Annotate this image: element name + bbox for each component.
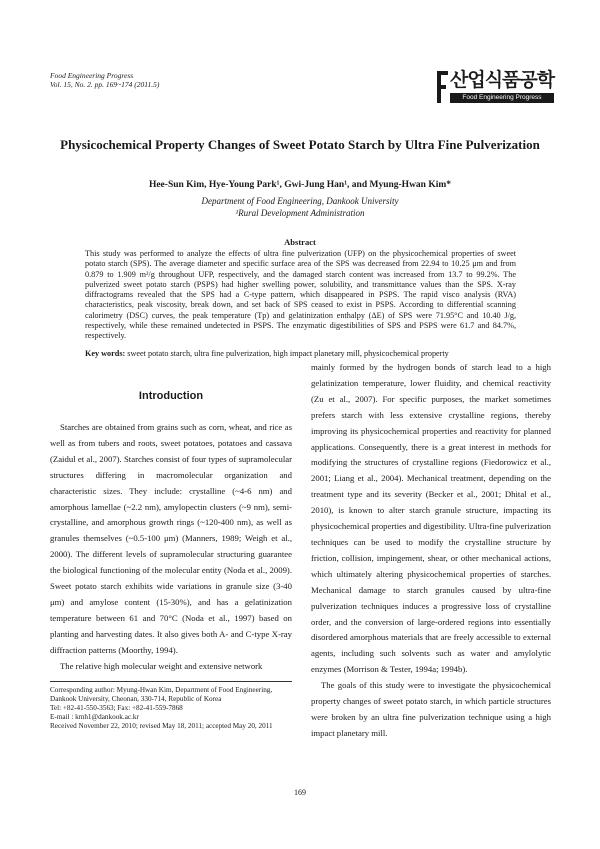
keywords-text: sweet potato starch, ultra fine pulverization, high impact planetary mill, physicochemical property <box>127 349 449 358</box>
footnote-phone: Tel: +82-41-550-3563; Fax: +82-41-559-7868 <box>50 704 183 712</box>
footnote-email: E-mail : kmh1@dankook.ac.kr <box>50 713 139 721</box>
affiliation-1: Department of Food Engineering, Dankook University <box>201 196 399 206</box>
affiliations <box>60 195 540 219</box>
introduction-heading: Introduction <box>138 390 204 402</box>
abstract-heading: Abstract <box>284 237 316 247</box>
paper-title: Physicochemical Property Changes of Sweet Potato Starch by Ultra Fine Pulverization <box>60 137 540 152</box>
page-number: 169 <box>294 788 306 797</box>
left-column <box>50 390 292 675</box>
intro-paragraph-2: The relative high molecular weight and extensive network <box>60 660 263 671</box>
keywords <box>85 349 516 358</box>
author-list: Hee-Sun Kim, Hye-Young Park¹, Gwi-Jung Han¹, and Myung-Hwan Kim* <box>148 180 452 190</box>
intro-paragraph-goals: The goals of this study were to investigate the physicochemical property changes of sweet potato starch, in which particle structures were broken by an ultra fine pulverization technique using a high impact planetary mill. <box>311 680 551 738</box>
logo-korean-text: 산업식품공학 <box>450 69 555 91</box>
footnote-author: Corresponding author: Myung-Hwan Kim, Department of Food Engineering, Dankook University, Cheonan, 330-714, Republic of Korea <box>50 686 273 703</box>
intro-paragraph-continued: mainly formed by the hydrogen bonds of starch lead to a high gelatinization temperature, lower fluidity, and chemical reactivity (Zu et al., 2007). For specific purposes, the market sometimes prefers starch with less extensive crystalline regions, thereby improving its physicochemical properties and reactivity for planned applications. Consequently, there is a great interest in methods for modifying the structures of crystalline regions (Fiedorowicz et al., 2001; Liang et al., 2004). Mechanical treatment, depending on the treatment type and its severity (Becker et al., 2001; Dhital et al., 2010), is known to alter starch granule structure, impacting its physicochemical properties and digestibility. Ultra-fine pulverization techniques can be used to modify the crystalline structure by friction, collision, impingement, shear, or other mechanical actions, which ultimately altering physicochemical properties of starches. Mechanical damage to starch granules caused by ultra-fine pulverization techniques induces a progressive loss of crystalline order, and the conversion of large-ordered regions into essentially disordered amorphous materials that are freely accessible to external agents, including such solvents such as water and amylolytic enzymes (Morrison & Tester, 1994a; 1994b). <box>311 362 551 675</box>
intro-paragraph-1: Starches are obtained from grains such as corn, wheat, and rice as well as from tubers and roots, sweet potatoes, potatoes and cassava (Zaidul et al., 2007). Starches consist of four types of supramolecular structures differing in macromolecular organization and characteristic sizes. They include: crystalline (~4-6 nm) and amorphous lamellae (~2.2 nm), amylopectin clusters (~9 nm), semi-crystalline, and amorphous growth rings (~120-400 nm), as well as granules themselves (~0.5-100 μm) (Manners, 1989; Weigh et al., 2000). The different levels of supramolecular structuring guarantee the biological functioning of the molecular entity (Noda et al., 2009). Sweet potato starch exhibits wide variations in granule size (3-40 μm) and amylose content (15-30%), and has a gelatinization temperature between 61 and 70°C (Noda et al., 1997) based on planting and harvesting dates. It also gives both A- and C-type X-ray diffraction patterns (Moorthy, 1994). <box>50 422 292 655</box>
journal-citation <box>50 71 159 89</box>
journal-volume: Vol. 15, No. 2. pp. 169~174 (2011.5) <box>50 80 160 89</box>
abstract-text: This study was performed to analyze the effects of ultra fine pulverization (UFP) on the physicochemical properties of sweet potato starch (SPS). The average diameter and specific surface area of the SPS was decreased from 22.94 to 10.25 μm and from 0.879 to 1.909 m²/g throughout UFP, respectively, and the damaged starch content was increased from 13.7 to 99.2%. The pulverized sweet potato starch (PSPS) had higher swelling power, solubility, and transmittance values than the SPS. X-ray diffractograms revealed that the SPS had a C-type pattern, which disappeared in PSPS. The rapid visco analysis (RVA) characteristics, peak viscosity, break down, and set back of SPS ceased to exist in PSPS. According to differential scanning calorimetry (DSC) curves, the peak temperature (Tp) and gelatinization enthalpy (ΔE) of SPS were 71.95°C and 10.40 J/g, respectively, while these remained undetected in PSPS. The enzymatic digestibilities of SPS and PSPS were 61.7 and 84.7%, respectively. <box>85 249 516 341</box>
logo-mark-icon <box>437 71 448 103</box>
right-column <box>311 360 551 742</box>
keywords-label: Key words: <box>85 349 126 358</box>
footnote-dates: Received November 22, 2010; revised May 18, 2011; accepted May 20, 2011 <box>50 722 273 730</box>
journal-name: Food Engineering Progress <box>50 71 134 80</box>
corresponding-author-footnote <box>50 681 292 731</box>
affiliation-2: ¹Rural Development Administration <box>235 208 365 218</box>
journal-logo <box>437 68 557 108</box>
logo-english-text: Food Engineering Progress <box>450 93 554 103</box>
